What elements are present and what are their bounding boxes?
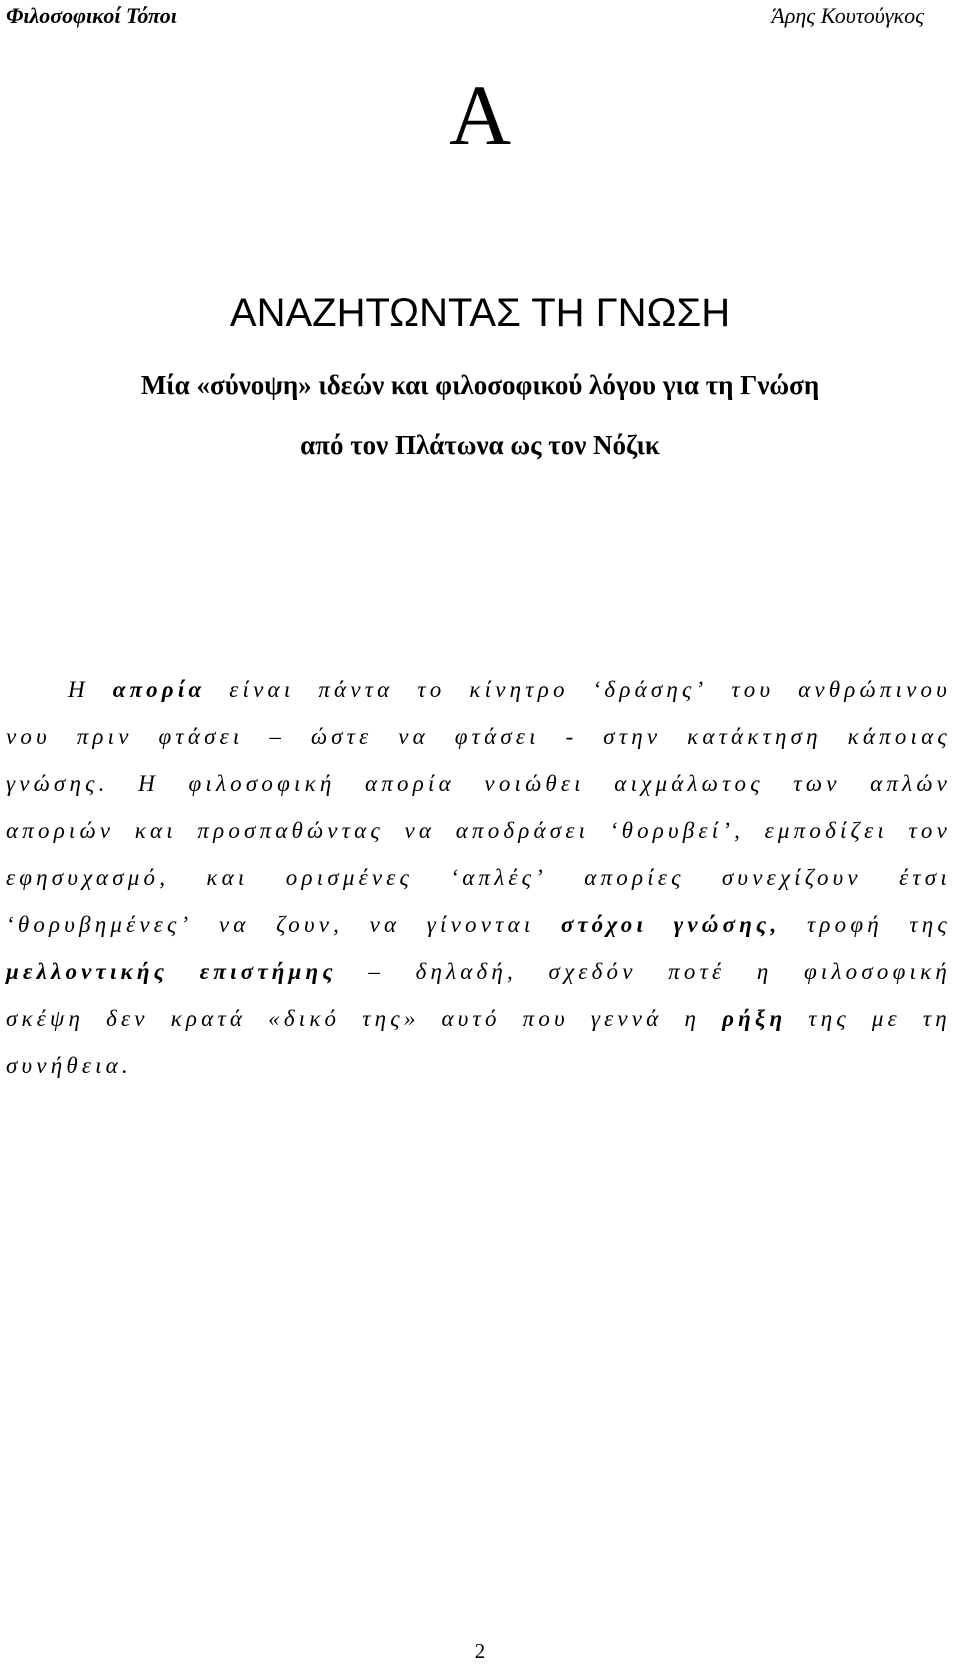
paragraph-word: το	[417, 677, 446, 702]
paragraph-word: να	[404, 818, 436, 843]
paragraph-word: και	[134, 818, 177, 843]
paragraph-word: φιλοσοφική	[188, 771, 336, 796]
paragraph-word: πριν	[76, 724, 133, 749]
paragraph-word: του	[731, 677, 775, 702]
paragraph-word: σχεδόν	[548, 959, 637, 984]
paragraph-word: των	[793, 771, 841, 796]
paragraph-word: κατάκτηση	[687, 724, 822, 749]
emphasized-word: ρήξη	[722, 1006, 787, 1031]
paragraph-word: ποτέ	[668, 959, 726, 984]
paragraph-word: στην	[603, 724, 662, 749]
paragraph-word: Η	[68, 677, 89, 702]
paragraph-line	[6, 807, 951, 854]
paragraph-word: έτσι	[899, 865, 951, 890]
paragraph-word: «δικό	[268, 1006, 341, 1031]
paragraph-line	[6, 666, 951, 713]
paragraph-word: ώστε	[310, 724, 373, 749]
paragraph-word: κρατά	[170, 1006, 247, 1031]
paragraph-word: απορία	[365, 771, 455, 796]
paragraph-word: εμποδίζει	[764, 818, 888, 843]
paragraph-line	[6, 854, 951, 901]
paragraph-word: ‘θορυβημένες’	[6, 912, 193, 937]
paragraph-word: η	[756, 959, 773, 984]
paragraph-line	[6, 995, 951, 1042]
paragraph-word: εφησυχασμό,	[6, 865, 170, 890]
subtitle-line-1: Μία «σύνοψη» ιδεών και φιλοσοφικού λόγου για τη Γνώση	[140, 370, 820, 400]
paragraph-word: νου	[6, 724, 51, 749]
emphasized-word: στόχοι	[560, 912, 648, 937]
paragraph-word: πάντα	[318, 677, 394, 702]
paragraph-word: φτάσει	[158, 724, 244, 749]
paragraph-word: φιλοσοφική	[803, 959, 951, 984]
paragraph-word: συνήθεια.	[6, 1053, 132, 1078]
paragraph-line	[6, 948, 951, 995]
paragraph-word: Η	[138, 771, 159, 796]
paragraph-word: απλών	[870, 771, 951, 796]
running-header-series-title: Φιλοσοφικοί Τόποι	[6, 3, 177, 28]
paragraph-word: ορισμένες	[285, 865, 414, 890]
paragraph-word: αιχμάλωτος	[614, 771, 764, 796]
body-paragraph	[6, 666, 951, 1089]
paragraph-word: ‘θορυβεί’,	[609, 818, 745, 843]
paragraph-word: –	[269, 724, 286, 749]
paragraph-word: -	[565, 724, 578, 749]
paragraph-word: κάποιας	[847, 724, 951, 749]
paragraph-word: κίνητρο	[469, 677, 569, 702]
paragraph-word: τροφή	[806, 912, 883, 937]
paragraph-word: η	[684, 1006, 701, 1031]
subtitle-line-2: από τον Πλάτωνα ως τον Νόζικ	[300, 430, 660, 460]
paragraph-word: ανθρώπινου	[798, 677, 951, 702]
paragraph-word: νοιώθει	[484, 771, 585, 796]
page-title: ΑΝΑΖΗΤΩΝΤΑΣ ΤΗ ΓΝΩΣΗ	[229, 291, 731, 335]
paragraph-word: δηλαδή,	[415, 959, 517, 984]
paragraph-word: ‘απλές’	[450, 865, 548, 890]
emphasized-word: απορία	[112, 677, 206, 702]
paragraph-word: και	[206, 865, 249, 890]
page-number: 2	[474, 1639, 486, 1663]
paragraph-line	[6, 713, 951, 760]
running-header-author: Άρης Κουτούγκος	[771, 3, 924, 28]
chapter-letter: Α	[448, 67, 512, 163]
paragraph-word: ‘δράσης’	[592, 677, 708, 702]
paragraph-word: συνεχίζουν	[721, 865, 862, 890]
paragraph-word: να	[369, 912, 401, 937]
paragraph-word: της	[909, 912, 951, 937]
paragraph-word: που	[522, 1006, 569, 1031]
paragraph-word: σκέψη	[6, 1006, 85, 1031]
paragraph-word: τη	[922, 1006, 951, 1031]
paragraph-word: γίνονται	[426, 912, 535, 937]
paragraph-word: γνώσης.	[6, 771, 109, 796]
paragraph-word: αποδράσει	[455, 818, 590, 843]
paragraph-line	[6, 760, 951, 807]
emphasized-word: γνώσης,	[673, 912, 781, 937]
paragraph-word: να	[218, 912, 250, 937]
paragraph-line	[6, 901, 951, 948]
paragraph-word: απορίες	[584, 865, 685, 890]
paragraph-word: αποριών	[6, 818, 115, 843]
paragraph-word: γεννά	[590, 1006, 663, 1031]
paragraph-word: δεν	[106, 1006, 149, 1031]
paragraph-line	[6, 1042, 951, 1089]
paragraph-word: της»	[362, 1006, 420, 1031]
paragraph-word: φτάσει	[454, 724, 540, 749]
paragraph-word: –	[368, 959, 385, 984]
paragraph-word: με	[871, 1006, 901, 1031]
paragraph-word: της	[808, 1006, 850, 1031]
emphasized-word: επιστήμης	[199, 959, 337, 984]
paragraph-word: να	[398, 724, 429, 749]
paragraph-word: προσπαθώντας	[197, 818, 384, 843]
paragraph-word: τον	[908, 818, 951, 843]
paragraph-word: ζουν,	[276, 912, 344, 937]
paragraph-word: είναι	[229, 677, 295, 702]
emphasized-word: μελλοντικής	[6, 959, 169, 984]
paragraph-word: αυτό	[441, 1006, 501, 1031]
